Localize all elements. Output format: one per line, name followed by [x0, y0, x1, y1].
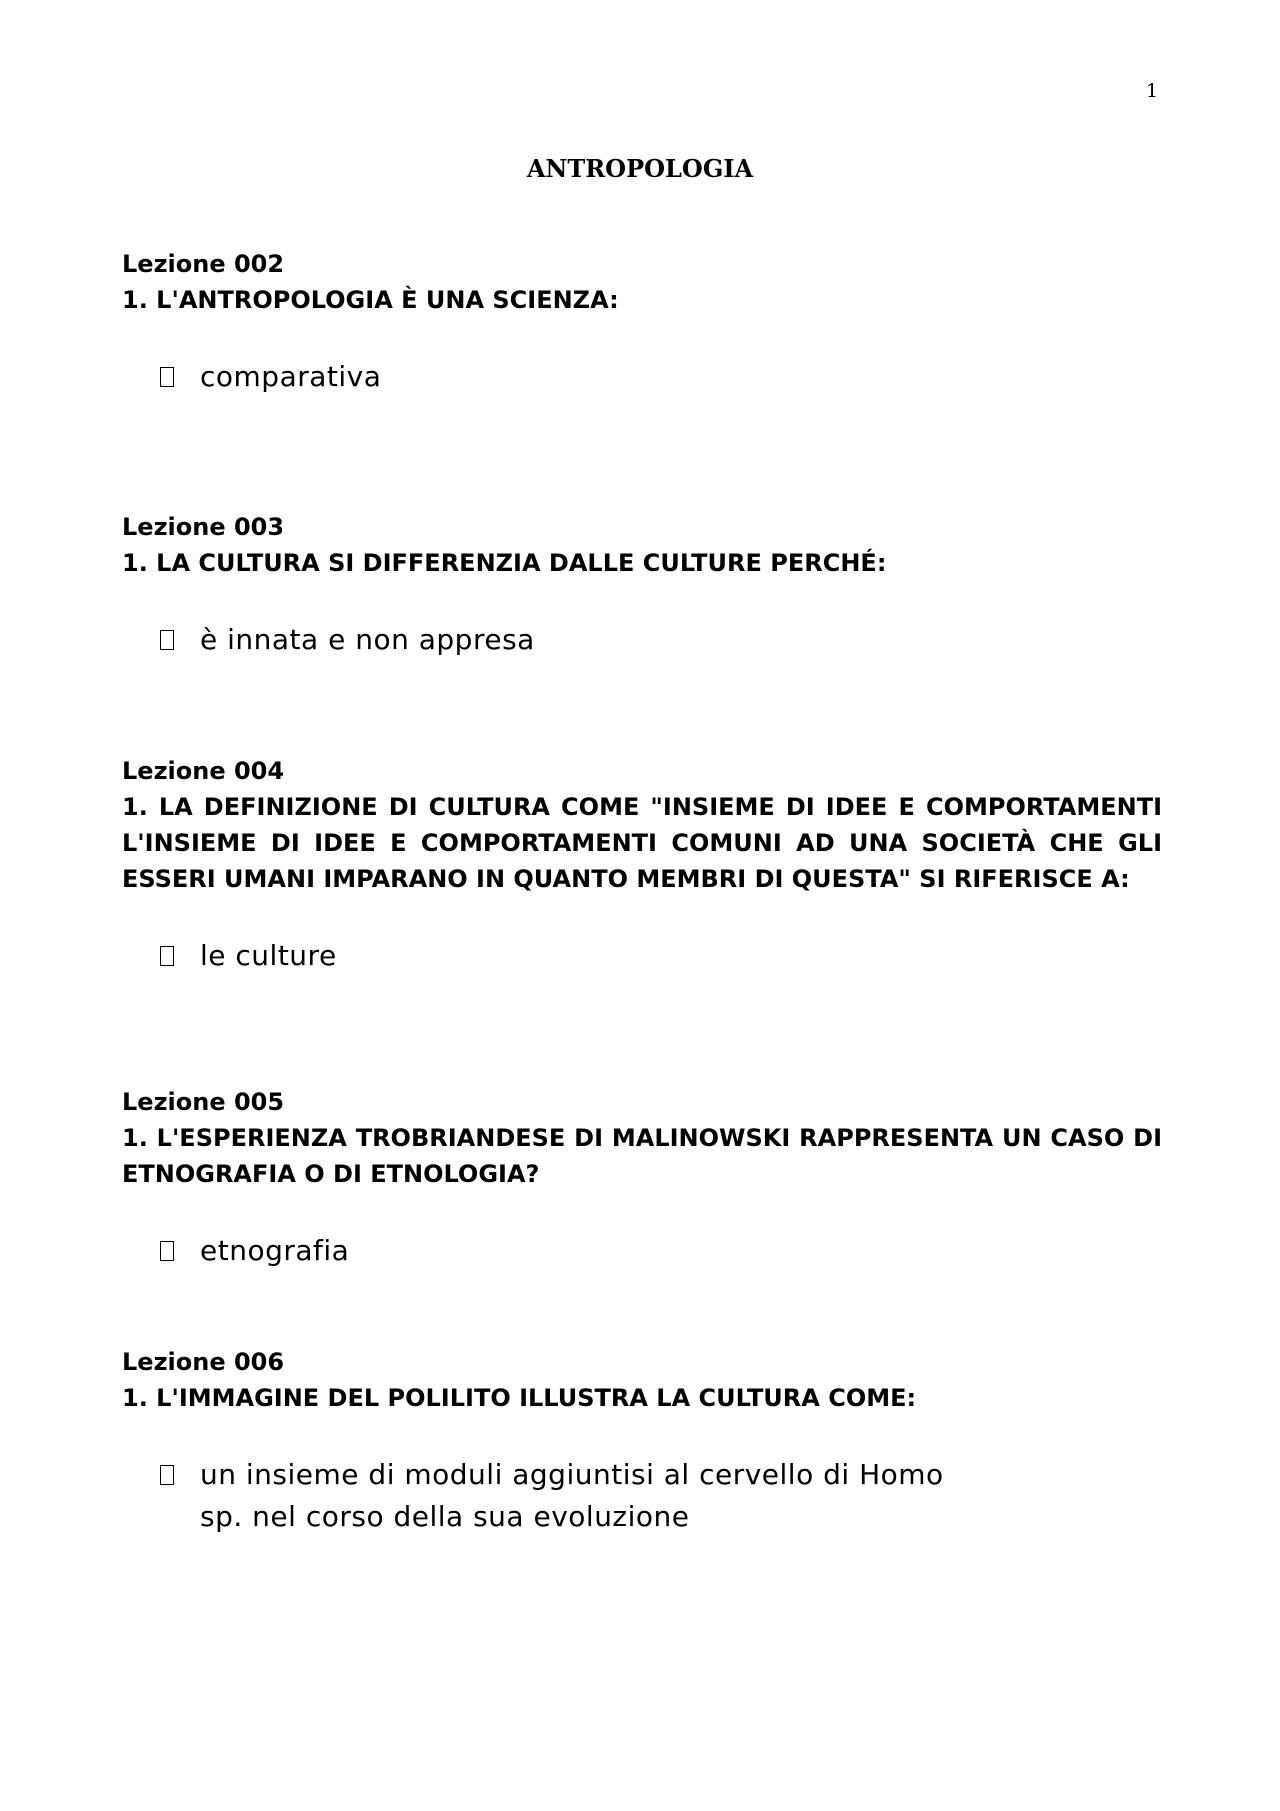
question-text: 1. L'ANTROPOLOGIA È UNA SCIENZA: [122, 286, 619, 314]
question-text: 1. LA CULTURA SI DIFFERENZIA DALLE CULTURE PERCHÉ: [122, 549, 887, 577]
question-text: 1. LA DEFINIZIONE DI CULTURA COME "INSIEME DI IDEE E COMPORTAMENTI L'INSIEME DI IDEE E COMPORTAMENTI COMUNI AD UNA SOCIETÀ CHE GLI ESSERI UMANI IMPARANO IN QUANTO MEMBRI DI QUESTA" SI RIFERISCE A: [122, 793, 1162, 893]
lesson-label: Lezione 004 [122, 757, 285, 785]
checkbox-icon [160, 619, 174, 661]
checkbox-icon [160, 356, 174, 398]
lesson-006 [122, 1344, 1162, 1538]
document-title: ANTROPOLOGIA [526, 154, 754, 183]
answer-item [122, 1454, 960, 1538]
checkbox-icon [160, 1454, 174, 1496]
answer-item [122, 1230, 960, 1272]
question-text: 1. L'ESPERIENZA TROBRIANDESE DI MALINOWSKI RAPPRESENTA UN CASO DI ETNOGRAFIA O DI ETNOLOGIA? [122, 1124, 1162, 1188]
lesson-label: Lezione 006 [122, 1348, 285, 1376]
answer-item [122, 356, 960, 398]
checkbox-icon [160, 1230, 174, 1272]
page-number: 1 [1146, 80, 1159, 102]
answer-text: le culture [200, 939, 337, 972]
lesson-003 [122, 509, 1162, 661]
lesson-004 [122, 753, 1162, 977]
checkbox-icon [160, 935, 174, 977]
lesson-label: Lezione 005 [122, 1088, 285, 1116]
answer-item [122, 619, 960, 661]
answer-text: è innata e non appresa [200, 623, 535, 656]
answer-text: etnografia [200, 1234, 350, 1267]
answer-text: un insieme di moduli aggiuntisi al cervello di Homo sp. nel corso della sua evoluzione [200, 1458, 944, 1533]
answer-item [122, 935, 960, 977]
lesson-label: Lezione 003 [122, 513, 285, 541]
question-text: 1. L'IMMAGINE DEL POLILITO ILLUSTRA LA CULTURA COME: [122, 1384, 917, 1412]
lesson-002 [122, 246, 1162, 398]
lesson-label: Lezione 002 [122, 250, 285, 278]
lesson-005 [122, 1084, 1162, 1272]
answer-text: comparativa [200, 360, 382, 393]
